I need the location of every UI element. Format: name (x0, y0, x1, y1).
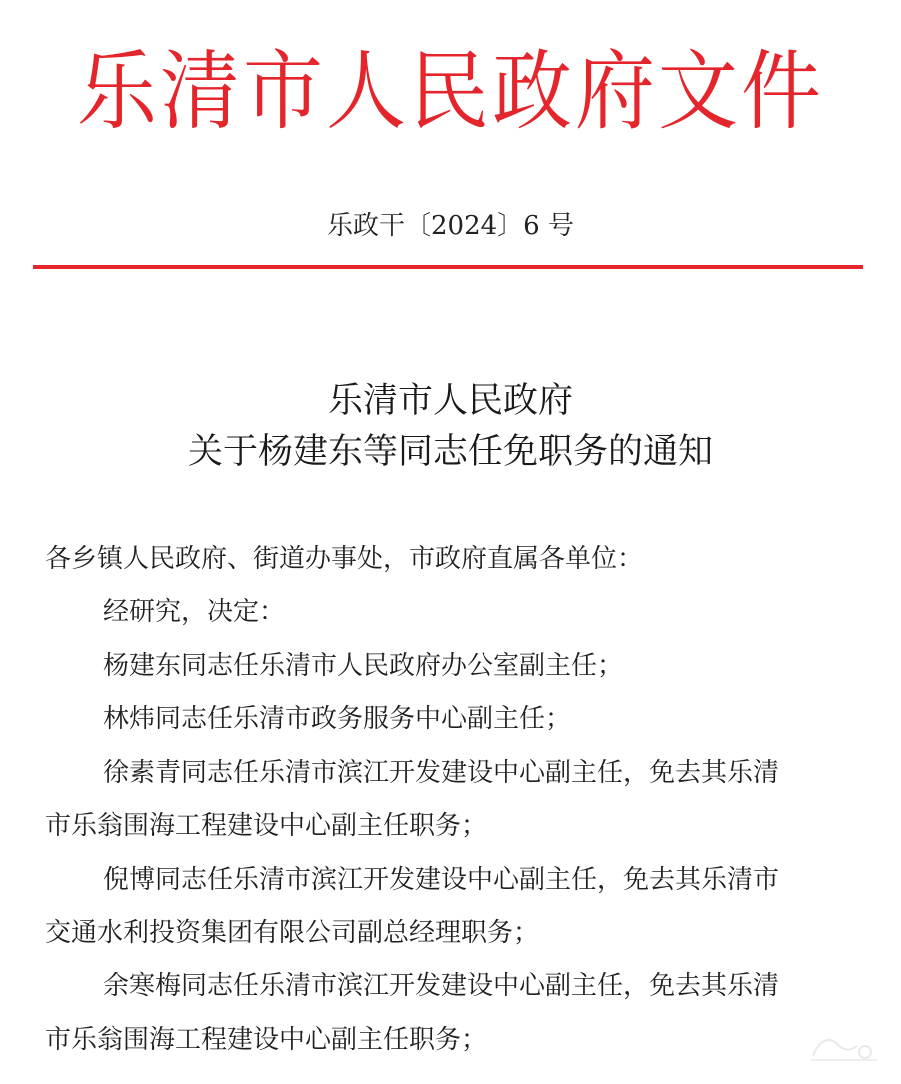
notice-title-line1: 乐清市人民政府 (327, 381, 573, 421)
appointment-item-continued: 交通水利投资集团有限公司副总经理职务； (45, 918, 540, 948)
faint-logo-icon (809, 1030, 879, 1064)
notice-title-line2: 关于杨建东等同志任免职务的通知 (187, 432, 713, 472)
appointment-item-continued: 市乐翁围海工程建设中心副主任职务； (45, 1025, 488, 1055)
appointment-item: 林炜同志任乐清市政务服务中心副主任； (103, 704, 572, 734)
appointment-item-continued: 市乐翁围海工程建设中心副主任职务； (45, 811, 488, 841)
appointment-item: 徐素青同志任乐清市滨江开发建设中心副主任，免去其乐清 (103, 758, 780, 788)
appointment-item: 倪博同志任乐清市滨江开发建设中心副主任，免去其乐清市 (103, 865, 780, 895)
document-number: 乐政干〔2024〕6 号 (327, 211, 574, 241)
red-divider-line (33, 265, 863, 269)
intro-paragraph: 经研究，决定： (103, 597, 286, 627)
document-masthead: 乐清市人民政府文件 (77, 41, 824, 142)
appointment-item: 余寒梅同志任乐清市滨江开发建设中心副主任，免去其乐清 (103, 971, 780, 1001)
appointment-item: 杨建东同志任乐清市人民政府办公室副主任； (103, 651, 624, 681)
salutation: 各乡镇人民政府、街道办事处，市政府直属各单位： (45, 544, 644, 574)
